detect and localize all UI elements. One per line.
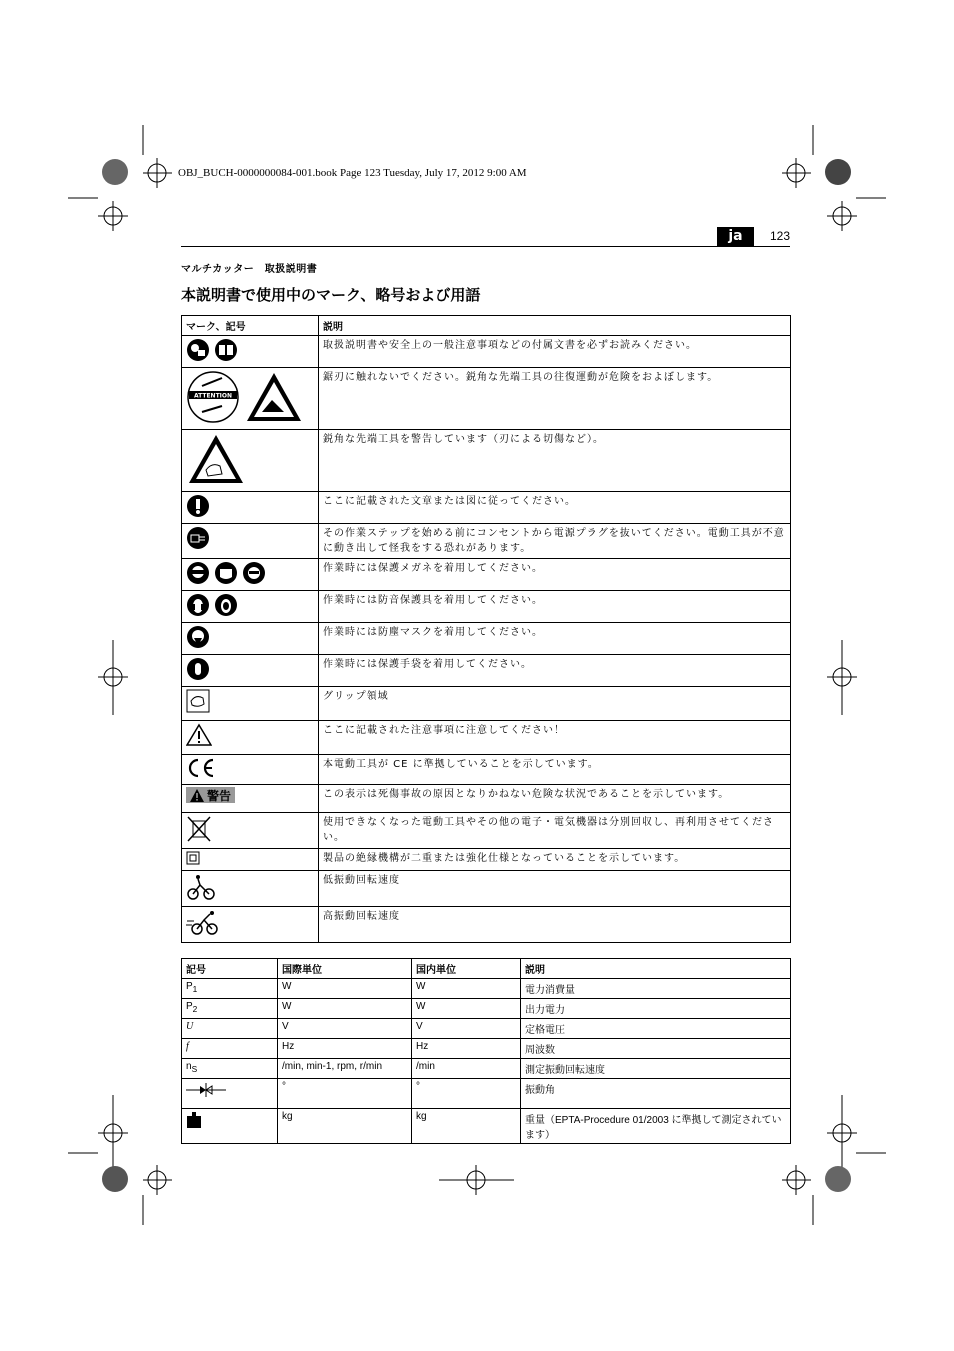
table-row: [182, 785, 791, 813]
grip-area-icon: [186, 689, 210, 713]
row-description: 低振動回転速度: [319, 871, 791, 907]
table-row: [182, 524, 791, 559]
jp-unit-cell: V: [412, 1019, 521, 1039]
jp-unit-cell: °: [412, 1079, 521, 1109]
row-description: グリップ領域: [319, 687, 791, 721]
symbols-table: [181, 315, 791, 943]
jp-unit-cell: /min: [412, 1059, 521, 1079]
table-row: [182, 591, 791, 623]
table-row: [182, 430, 791, 492]
gloves-icon: [186, 657, 210, 681]
symbol-cell: [182, 1079, 278, 1109]
description-cell: 出力電力: [521, 999, 791, 1019]
table-row: [182, 1079, 791, 1109]
goggles-icon: [186, 561, 210, 585]
crossed-bin-icon: [186, 815, 212, 843]
intl-unit-cell: /min, min-1, rpm, r/min: [278, 1059, 412, 1079]
language-badge: ja: [717, 227, 754, 246]
oscillation-angle-icon: [186, 1081, 226, 1099]
ear-protection-side-icon: [214, 593, 238, 617]
row-description: 製品の絶縁機構が二重または強化仕様となっていることを示しています。: [319, 849, 791, 871]
header-mark: マーク、記号: [182, 316, 319, 336]
table-row: [182, 755, 791, 785]
header-description: 説明: [521, 959, 791, 979]
page-number: 123: [770, 229, 791, 243]
table-row: [182, 655, 791, 687]
row-description: 鋭角な先端工具を警告しています（刃による切傷など）。: [319, 430, 791, 492]
double-insulation-icon: [186, 851, 200, 865]
header-international-unit: 国際単位: [278, 959, 412, 979]
intl-unit-cell: °: [278, 1079, 412, 1109]
attention-blade-icon: [186, 370, 240, 424]
svg-text:ATTENTION: ATTENTION: [193, 392, 233, 400]
section-heading: 本説明書で使用中のマーク、略号および用語: [181, 286, 481, 304]
row-description: 作業時には保護手袋を着用してください。: [319, 655, 791, 687]
description-cell: 定格電圧: [521, 1019, 791, 1039]
warning-label-icon: [186, 787, 235, 803]
table-row: [182, 1109, 791, 1144]
description-cell: 電力消費量: [521, 979, 791, 999]
table-header-row: [182, 316, 791, 336]
row-description: 作業時には保護メガネを着用してください。: [319, 559, 791, 591]
symbol-cell: [182, 1109, 278, 1144]
description-cell: 周波数: [521, 1039, 791, 1059]
jp-unit-cell: kg: [412, 1109, 521, 1144]
description-cell: 重量（EPTA-Procedure 01/2003 に準拠して測定されています）: [521, 1109, 791, 1144]
table-row: [182, 623, 791, 655]
low-speed-bike-icon: [186, 873, 216, 901]
row-description: 取扱説明書や安全上の一般注意事項などの付属文書を必ずお読みください。: [319, 336, 791, 368]
description-cell: 測定振動回転速度: [521, 1059, 791, 1079]
table-header-row: [182, 959, 791, 979]
dust-mask-icon: [186, 625, 210, 649]
table-row: [182, 1019, 791, 1039]
symbol-cell: $n_S$: [182, 1059, 278, 1079]
row-description: ここに記載された注意事項に注意してください！: [319, 721, 791, 755]
row-description: 作業時には防音保護具を着用してください。: [319, 591, 791, 623]
ear-protection-icon: [186, 593, 210, 617]
intl-unit-cell: W: [278, 979, 412, 999]
row-description: この表示は死傷事故の原因となりかねない危険な状況であることを示しています。: [319, 785, 791, 813]
row-description: ここに記載された文章または図に従ってください。: [319, 492, 791, 524]
description-cell: 振動角: [521, 1079, 791, 1109]
table-row: [182, 559, 791, 591]
book-header: OBJ_BUCH-0000000084-001.book Page 123 Tuesday, July 17, 2012 9:00 AM: [178, 167, 527, 179]
table-row: [182, 368, 791, 430]
jp-unit-cell: Hz: [412, 1039, 521, 1059]
header-description: 説明: [319, 316, 791, 336]
intl-unit-cell: Hz: [278, 1039, 412, 1059]
document-subtitle: マルチカッター 取扱説明書: [181, 264, 318, 275]
intl-unit-cell: W: [278, 999, 412, 1019]
units-table: [181, 958, 791, 1144]
sharp-tool-warning-icon: [186, 432, 246, 486]
table-row: [182, 721, 791, 755]
page-rule: [181, 246, 790, 247]
table-row: [182, 1039, 791, 1059]
high-speed-bike-icon: [186, 909, 220, 937]
row-description: 高振動回転速度: [319, 907, 791, 943]
header-symbol: 記号: [182, 959, 278, 979]
table-row: [182, 492, 791, 524]
row-description: 作業時には防塵マスクを着用してください。: [319, 623, 791, 655]
table-row: [182, 687, 791, 721]
table-row: [182, 336, 791, 368]
intl-unit-cell: kg: [278, 1109, 412, 1144]
header-domestic-unit: 国内単位: [412, 959, 521, 979]
table-row: [182, 999, 791, 1019]
table-row: [182, 979, 791, 999]
read-manual-icon: [186, 338, 210, 362]
exclamation-icon: [186, 494, 210, 518]
row-description: その作業ステップを始める前にコンセントから電源プラグを抜いてください。電動工具が不意に動き出して怪我をする恐れがあります。: [319, 524, 791, 559]
warning-label-text: 警告: [207, 788, 232, 803]
row-description: 本電動工具が CE に準拠していることを示しています。: [319, 755, 791, 785]
table-row: [182, 813, 791, 849]
blade-warning-triangle-icon: [244, 370, 304, 424]
weight-icon: [186, 1111, 202, 1129]
row-description: 使用できなくなった電動工具やその他の電子・電気機器は分別回収し、再利用させてください。: [319, 813, 791, 849]
table-row: [182, 1059, 791, 1079]
table-row: [182, 871, 791, 907]
caution-triangle-icon: [186, 723, 212, 747]
jp-unit-cell: W: [412, 979, 521, 999]
manual-book-icon: [214, 338, 238, 362]
jp-unit-cell: W: [412, 999, 521, 1019]
unplug-icon: [186, 526, 210, 550]
table-row: [182, 849, 791, 871]
symbol-cell: U: [182, 1019, 278, 1039]
table-row: [182, 907, 791, 943]
row-description: 鋸刃に触れないでください。鋭角な先端工具の往復運動が危険をおよぼします。: [319, 368, 791, 430]
symbol-cell: $P_1$: [182, 979, 278, 999]
intl-unit-cell: V: [278, 1019, 412, 1039]
symbol-cell: f: [182, 1039, 278, 1059]
symbol-cell: $P_2$: [182, 999, 278, 1019]
glasses-icon: [242, 561, 266, 585]
face-shield-icon: [214, 561, 238, 585]
ce-mark-icon: [186, 757, 216, 779]
